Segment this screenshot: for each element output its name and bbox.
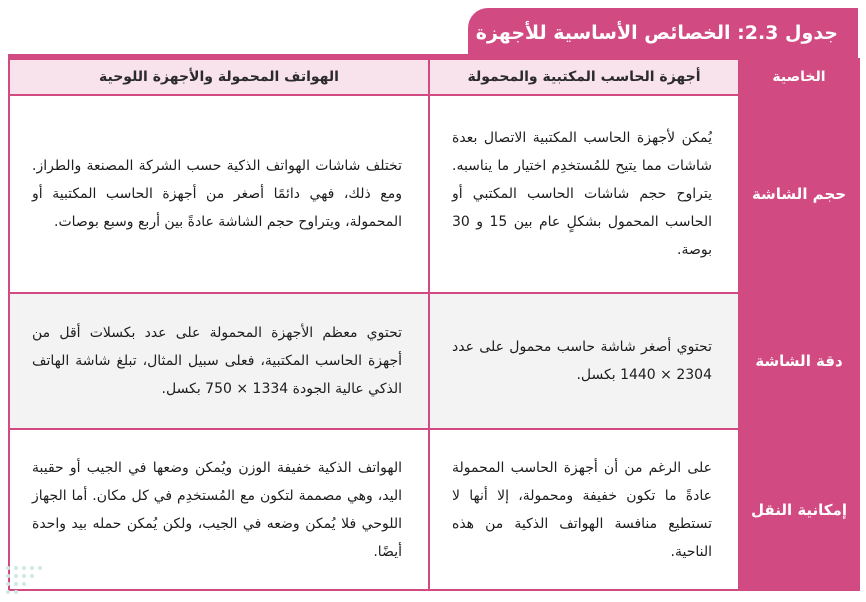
- table-row: [9, 429, 859, 590]
- cell-desktop-portability: على الرغم من أن أجهزة الحاسب المحمولة عادةً ما تكون خفيفة ومحمولة، إلا أنها لا تستطيع منافسة الهواتف الذكية من هذه الناحية.: [429, 429, 739, 590]
- header-phones-tablets: الهواتف المحمولة والأجهزة اللوحية: [9, 59, 429, 95]
- cell-desktop-resolution: تحتوي أصغر شاشة حاسب محمول على عدد 2304 × 1440 بكسل.: [429, 293, 739, 429]
- row-label-screen-size: حجم الشاشة: [739, 95, 859, 293]
- row-label-screen-resolution: دقة الشاشة: [739, 293, 859, 429]
- row-label-portability: إمكانية النقل: [739, 429, 859, 590]
- table-title: جدول 2.3: الخصائص الأساسية للأجهزة: [468, 8, 858, 54]
- header-desktop-laptop: أجهزة الحاسب المكتبية والمحمولة: [429, 59, 739, 95]
- cell-phone-screen-size: تختلف شاشات الهواتف الذكية حسب الشركة المصنعة والطراز. ومع ذلك، فهي دائمًا أصغر من أجهزة الحاسب المكتبية أو المحمولة، ويتراوح حجم الشاشة عادةً بين أربع وسبع بوصات.: [9, 95, 429, 293]
- dot-pattern-decoration: [4, 564, 48, 596]
- cell-phone-portability: الهواتف الذكية خفيفة الوزن ويُمكن وضعها في الجيب أو حقيبة اليد، وهي مصممة لتكون مع المُستخدِم في كل مكان. أما الجهاز اللوحي فلا يُمكن وضعه في الجيب، ولكن يُمكن حمله بيد واحدة أيضًا.: [9, 429, 429, 590]
- cell-desktop-screen-size: يُمكن لأجهزة الحاسب المكتبية الاتصال بعدة شاشات مما يتيح للمُستخدِم اختيار ما يناسبه. يتراوح حجم شاشات الحاسب المكتبي أو الحاسب المحمول بشكلٍ عام بين 15 و 30 بوصة.: [429, 95, 739, 293]
- cell-phone-resolution: تحتوي معظم الأجهزة المحمولة على عدد بكسلات أقل من أجهزة الحاسب المكتبية، فعلى سبيل المثال، تبلغ شاشة الهاتف الذكي عالية الجودة 1334 × 750 بكسل.: [9, 293, 429, 429]
- characteristics-table: [8, 58, 858, 589]
- header-property: الخاصية: [739, 59, 859, 95]
- table-row: [9, 95, 859, 293]
- table-header-row: [9, 59, 859, 95]
- table-row: [9, 293, 859, 429]
